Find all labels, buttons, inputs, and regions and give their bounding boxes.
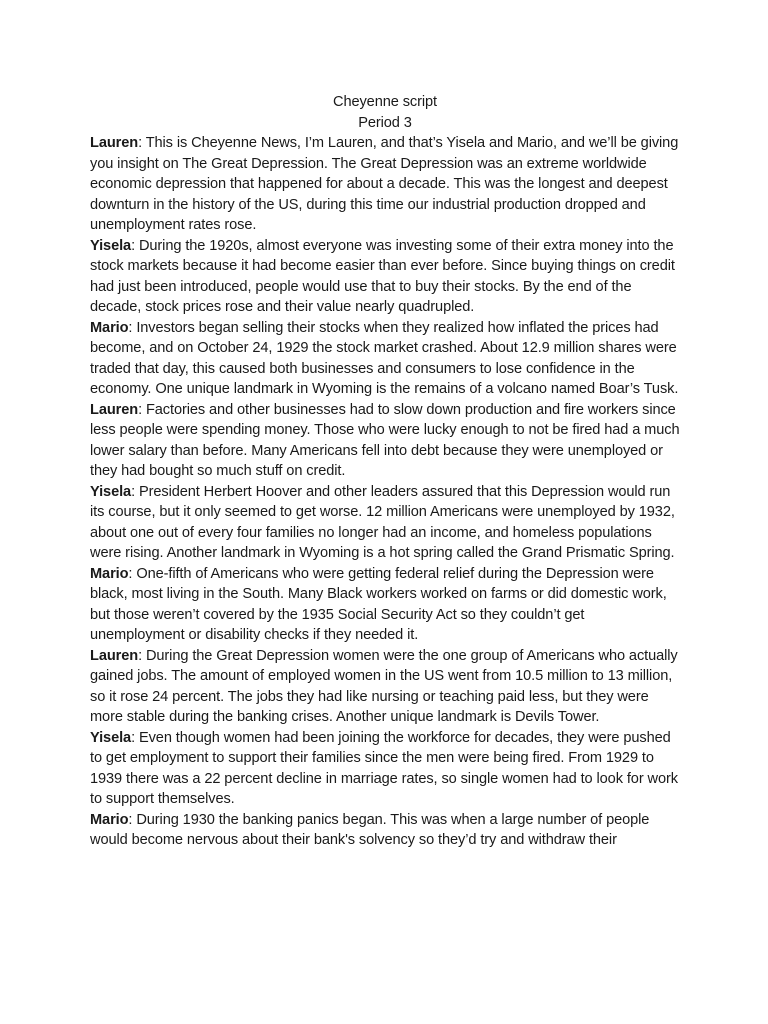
document-page — [90, 92, 680, 851]
speaker-name: Lauren — [90, 135, 139, 151]
speaker-name: Yisela — [90, 729, 132, 746]
script-paragraph — [90, 236, 680, 318]
speaker-name: Yisela — [90, 237, 132, 254]
script-paragraph — [90, 646, 680, 728]
speaker-name: Lauren — [90, 647, 139, 664]
script-paragraph — [90, 400, 680, 482]
document-subtitle: Period 3 — [358, 114, 412, 131]
speaker-name: Lauren — [90, 401, 139, 418]
script-paragraph — [90, 564, 680, 646]
speaker-name: Yisela — [90, 483, 132, 500]
speaker-name: Mario — [90, 811, 129, 828]
paragraph-text: : Factories and other businesses had to slow down production and fire workers since less people were spending money. Those who were lucky enough to not be fired had a much lower salary than before. Many Americans fell into debt because they were unemployed or they had bought so much stuff on credit. — [90, 401, 680, 479]
paragraph-text: : One-fifth of Americans who were getting federal relief during the Depression were black, most living in the South. Many Black workers worked on farms or did domestic work, but those weren’t covered by the 1935 Social Security Act so they couldn’t get unemployment or disability checks if they needed it. — [90, 565, 667, 643]
paragraph-text: : Even though women had been joining the workforce for decades, they were pushed to get employment to support their families since the men were being fired. From 1929 to 1939 there was a 22 percent decline in marriage rates, so single women had to look for work to support themselves. — [90, 729, 678, 807]
paragraph-text: : This is Cheyenne News, I’m Lauren, and that’s Yisela and Mario, and we’ll be giving you insight on The Great Depression. The Great Depression was an extreme worldwide economic depression that happened for about a decade. This was the longest and deepest downturn in the history of the US, during this time our industrial production dropped and unemployment rates rose. — [90, 135, 679, 233]
script-paragraph — [90, 482, 680, 564]
speaker-name: Mario — [90, 319, 129, 336]
script-paragraph — [90, 810, 680, 851]
paragraph-text: : President Herbert Hoover and other leaders assured that this Depression would run its course, but it only seemed to get worse. 12 million Americans were unemployed by 1932, about one out of every four families no longer had an income, and homeless populations were rising. Another landmark in Wyoming is a hot spring called the Grand Prismatic Spring. — [90, 483, 675, 561]
document-title: Cheyenne script — [333, 94, 437, 110]
paragraph-text: : Investors began selling their stocks when they realized how inflated the prices had become, and on October 24, 1929 the stock market crashed. About 12.9 million shares were traded that day, this caused both businesses and consumers to lose confidence in the economy. One unique landmark in Wyoming is the remains of a volcano named Boar’s Tusk. — [90, 319, 679, 397]
script-paragraph — [90, 318, 680, 400]
script-paragraph — [90, 728, 680, 810]
paragraph-text: : During 1930 the banking panics began. This was when a large number of people would become nervous about their bank's solvency so they’d try and withdraw their — [90, 811, 650, 848]
paragraph-text: : During the 1920s, almost everyone was investing some of their extra money into the stock markets because it had become easier than ever before. Since buying things on credit had just been introduced, people would use that to buy their stocks. By the end of the decade, stock prices rose and their value nearly quadrupled. — [90, 237, 675, 315]
script-paragraph — [90, 133, 680, 236]
paragraph-text: : During the Great Depression women were the one group of Americans who actually gained jobs. The amount of employed women in the US went from 10.5 million to 13 million, so it rose 24 percent. The jobs they had like nursing or teaching paid less, but they were more stable during the banking crises. Another unique landmark is Devils Tower. — [90, 647, 678, 725]
speaker-name: Mario — [90, 565, 129, 582]
